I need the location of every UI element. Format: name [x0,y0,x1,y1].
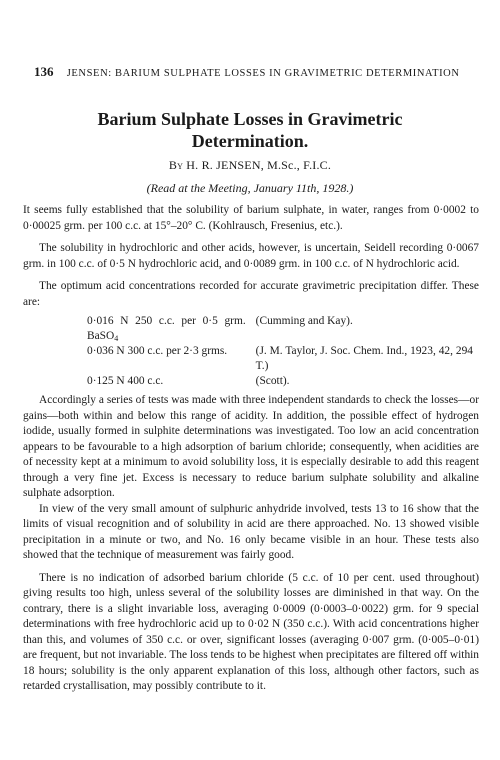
source-cell: (Cumming and Kay). [255,315,353,327]
table-row [87,374,479,389]
paragraph-5: In view of the very small amount of sulphuric anhydride involved, tests 13 to 16 show that the limits of visual recognition and of solubility in acid are there approached. No. 13 showed visible precipitation in a minute or two, and No. 16 only became visible in an hour. These tests also showed that the technique of measurement was fairly good. [23,502,479,561]
concentration-cell: 0·036 N 300 c.c. per 2·3 grms. [87,345,228,357]
article-body [23,203,479,695]
running-header [34,64,474,80]
table-row [87,344,479,374]
paragraph-3: The optimum acid concentrations recorded for accurate gravimetric precipitation differ. These are: [23,280,479,308]
paragraph-2: The solubility in hydrochloric and other acids, however, is uncertain, Seidell recording 0·0067 grm. in 100 c.c. of 0·5 N hydrochloric acid, and 0·0089 grm. in 100 c.c. of N hydrochloric acid. [23,242,479,270]
author-line [20,158,480,173]
acid-concentration-table [87,314,479,389]
paragraph-6: There is no indication of adsorbed barium chloride (5 c.c. of 10 per cent. used throughout) giving results too high, unless several of the solubility losses are diminished in that way. On the contrary, there is a slight invariable loss, averaging 0·0009 (0·0003–0·0022) grm. for 9 special determinations with free hydrochloric acid up to 0·02 N (350 c.c.). With acid concentrations higher than this, and volumes of 350 c.c. or over, significant losses (averaging 0·007 grm. (0·005–0·01) are frequent, but not invariable. The loss tends to be highest when precipitates are filtered off within 18 hours; solubility is the only apparent explanation of this loss, although other factors, such as retarded crystallisation, may possibly contribute to it. [23,571,479,692]
table-row [87,314,479,344]
concentration-cell: 0·125 N 400 c.c. [87,375,164,387]
page-number: 136 [34,64,54,79]
paragraph-1: It seems fully established that the solubility of barium sulphate, in water, ranges from 0·0002 to 0·00025 grm. per 100 c.c. at 15°–20° C. (Kohlrausch, Fresenius, etc.). [23,204,479,232]
source-cell: (J. M. Taylor, J. Soc. Chem. Ind., 1923, 42, 294 T.) [255,345,473,372]
concentration-cell: 0·016 N 250 c.c. per 0·5 grm. BaSO$_4$ [87,315,246,343]
source-cell: (Scott). [255,375,290,387]
author-prefix: By [168,158,184,172]
running-title: JENSEN: BARIUM SULPHATE LOSSES IN GRAVIMETRIC DETERMINATION [66,68,460,79]
paragraph-4: Accordingly a series of tests was made with three independent standards to check the losses—or gains—both within and below this range of acidity. In addition, the possible effect of hydrogen iodide, usually formed in sulphite determinations was investigated. Too low an acid concentration appears to be favourable to a high adsorption of barium chloride; consequently, when acidities are of necessity kept at a minimum to avoid solubility loss, it is especially desirable to add this reagent through a very fine jet. Excess is necessary to reduce barium sulphate solubility and alkaline sulphate adsorption. [23,394,479,499]
article-title-line-2: Determination. [191,131,309,151]
article-title [20,108,480,152]
author-name: H. R. JENSEN, M.Sc., F.I.C. [186,158,332,172]
article-title-line-1: Barium Sulphate Losses in Gravimetric [97,109,403,129]
read-at-note: (Read at the Meeting, January 11th, 1928.) [146,181,354,195]
